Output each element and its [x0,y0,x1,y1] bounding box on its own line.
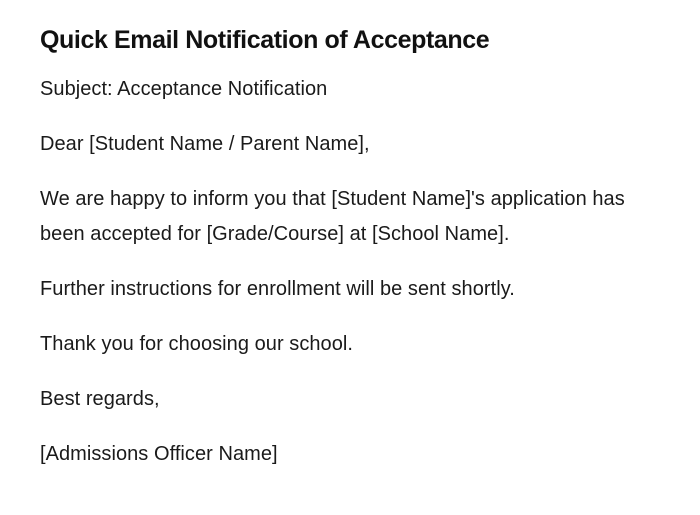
email-body-paragraph: We are happy to inform you that [Student Name]'s application has been accepted for [Grade/Course] at [School Name]. [40,188,625,245]
email-subject: Subject: Acceptance Notification [40,78,328,100]
document-title: Quick Email Notification of Acceptance [40,26,490,54]
email-signature: [Admissions Officer Name] [40,443,278,465]
email-thanks: Thank you for choosing our school. [40,333,353,355]
email-document [40,22,660,492]
email-greeting: Dear [Student Name / Parent Name], [40,133,370,155]
email-closing: Best regards, [40,388,160,410]
email-instructions: Further instructions for enrollment will be sent shortly. [40,278,515,300]
